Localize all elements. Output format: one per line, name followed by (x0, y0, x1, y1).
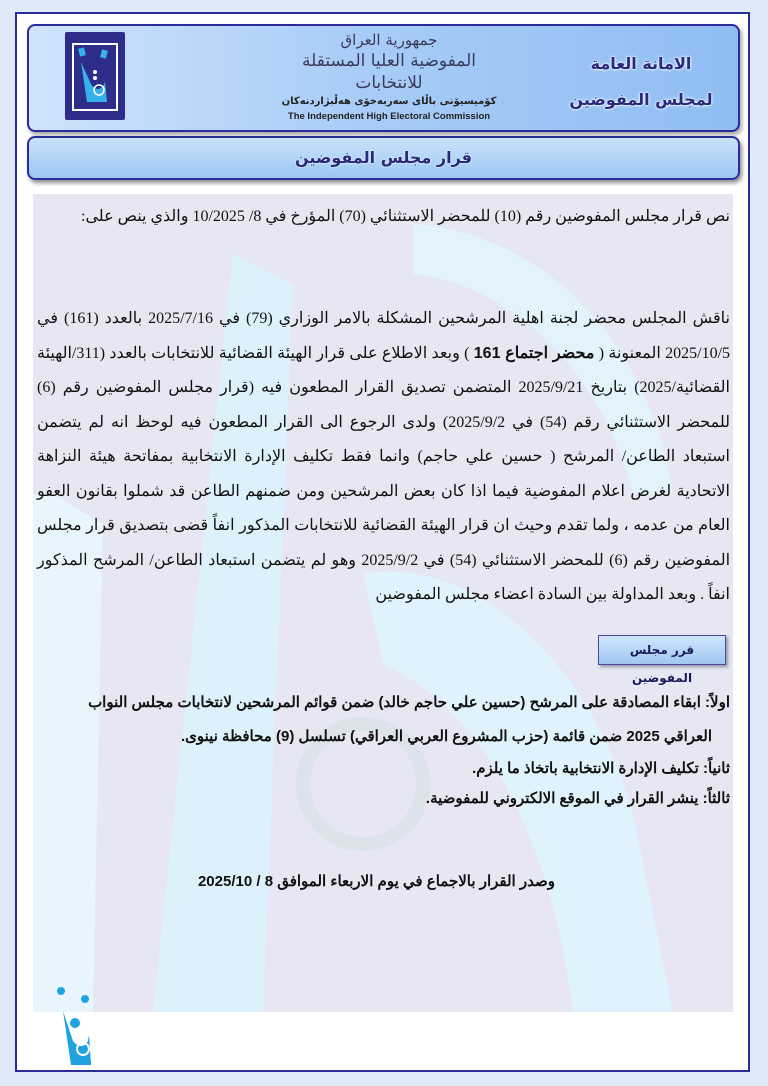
closing-statement: وصدر القرار بالاجماع في يوم الاربعاء الموافق 8 / 2025/10 (197, 873, 555, 890)
main-paragraph-part1: ناقش المجلس محضر لجنة اهلية المرشحين المشكلة بالامر الوزاري (79) في 2025/7/16 بالعدد (161) في 2025/10/5 المعنونة ( (37, 310, 731, 362)
decision-item (37, 686, 730, 754)
logo-english-line: The Independent High Electoral Commission (287, 111, 491, 122)
logo-kurdish-line: كۆمیسیۆنی باڵای سەربەخۆی هەڵبژاردنەکان (281, 96, 497, 107)
footer-logo-icon (41, 969, 101, 1069)
decision-item: ثانياً: تكليف الإدارة الانتخابية باتخاذ ما يلزم. (472, 760, 730, 777)
decision-first-line1: اولاً: ابقاء المصادقة على المرشح (حسين علي حاجم خالد) ضمن قوائم المرشحين لانتخابات مجلس النواب (88, 694, 730, 711)
decision-first-line2: العراقي 2025 ضمن قائمة (حزب المشروع العربي العراقي) تسلسل (9) محافظة نينوى. (180, 728, 712, 745)
logo-arabic-line2: المفوضية العليا المستقلة للانتخابات (301, 51, 476, 93)
secretariat-title-line1: الامانة العامة (590, 54, 692, 73)
commission-logo-text (274, 30, 504, 123)
document-title-banner: قرار مجلس المفوضين (27, 136, 740, 180)
meeting-reference: محضر اجتماع 161 (473, 344, 595, 362)
decisions-list (37, 686, 730, 814)
document-page (15, 12, 750, 1072)
decision-heading: قرر مجلس المفوضين (598, 635, 726, 665)
main-paragraph (37, 302, 730, 613)
secretariat-title-line2: لمجلس المفوضين (569, 90, 713, 109)
main-paragraph-part2: ) وبعد الاطلاع على قرار الهيئة القضائية للانتخابات بالعدد (311/الهيئة القضائية/2025) بتاريخ 2025/9/21 المتضمن تصديق القرار المطعون فيه (قرار مجلس المفوضين رقم (6) للمحضر الاستثنائي رقم (54) في 2025/9/2) ولدى الرجوع الى القرار المطعون فيه لوحظ انه لم يتضمن استبعاد الطاعن/ المرشح ( حسين علي حاجم) وانما فقط تكليف الإدارة الانتخابية بمفاتحة هيئة النزاهة الاتحادية لغرض اعلام المفوضية فيما اذا كان بعض المرشحين ومن ضمنهم الطاعن قد شملوا بقانون العفو العام من عدمه ، ولما تقدم وحيث ان قرار الهيئة القضائية للانتخابات المذكور انفاً قضى بتصديق قرار مجلس المفوضين رقم (6) للمحضر الاستثنائي (54) في 2025/9/2 وهو لم يتضمن استبعاد الطاعن/ المرشح المذكور انفاً . وبعد المداولة بين السادة اعضاء مجلس المفوضين (37, 344, 731, 603)
decision-item: ثالثاً: ينشر القرار في الموقع الالكتروني للمفوضية. (425, 790, 730, 807)
intro-paragraph: نص قرار مجلس المفوضين رقم (10) للمحضر الاستثنائي (70) المؤرخ في 8/ 10/2025 والذي ينص على: (81, 208, 730, 225)
logo-arabic-line1: جمهورية العراق (340, 31, 438, 49)
header (27, 24, 740, 132)
ihec-logo-icon (65, 32, 125, 120)
secretariat-title (566, 46, 716, 118)
